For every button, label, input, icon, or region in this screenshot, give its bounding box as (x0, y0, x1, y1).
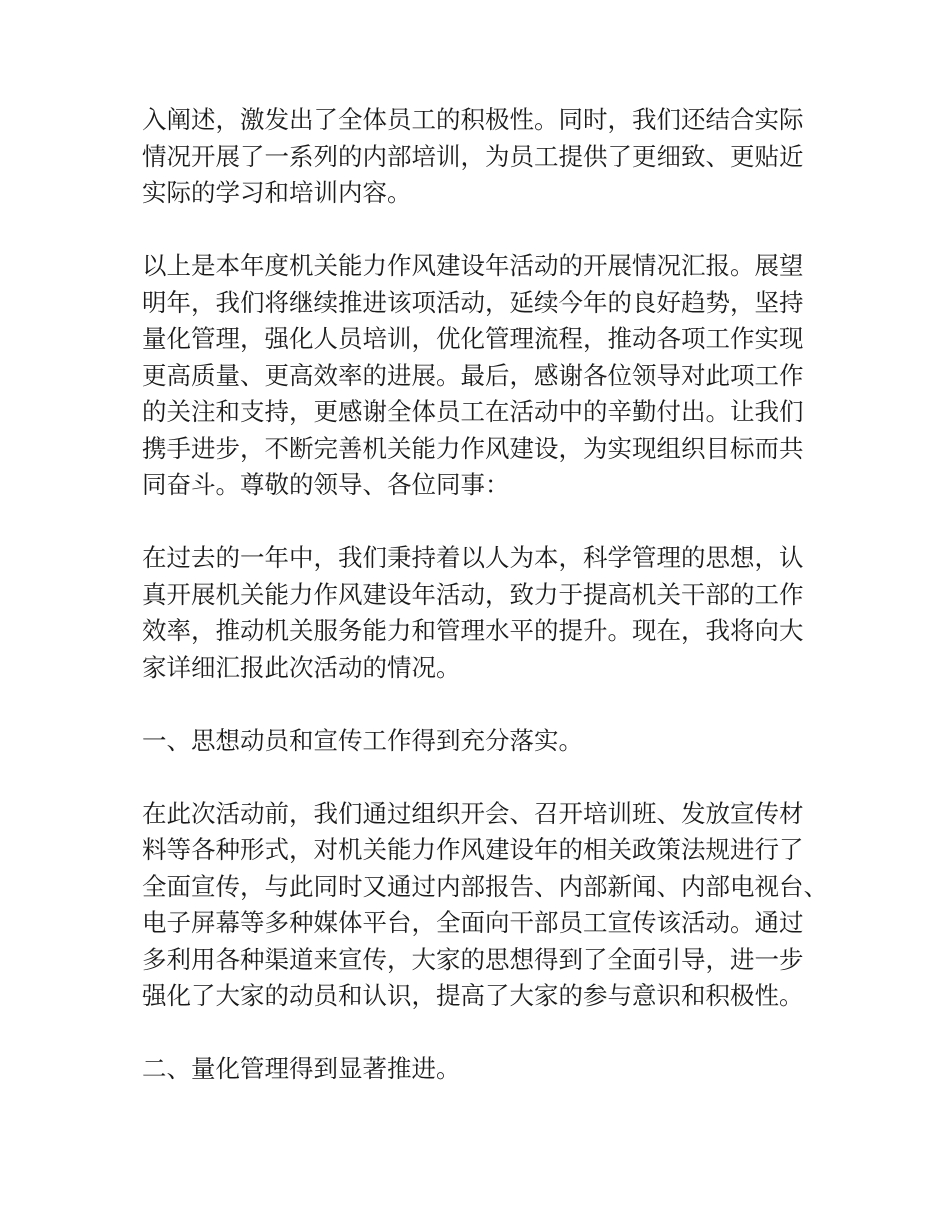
text-line: 在过去的一年中，我们秉持着以人为本，科学管理的思想，认 (142, 543, 804, 572)
paragraph-training-summary (142, 102, 822, 212)
text-line: 效率，推动机关服务能力和管理水平的提升。现在，我将向大 (142, 616, 804, 645)
text-line: 在此次活动前，我们通过组织开会、召开培训班、发放宣传材 (142, 798, 804, 828)
paragraph-mobilization (142, 796, 828, 1015)
text-line: 情况开展了一系列的内部培训，为员工提供了更细致、更贴近 (142, 141, 804, 171)
paragraph-outlook (142, 248, 822, 504)
text-line: 更高质量、更高效率的进展。最后，感谢各位领导对此项工作 (142, 360, 804, 390)
text-line: 入阐述，激发出了全体员工的积极性。同时，我们还结合实际 (142, 105, 804, 134)
text-line: 同奋斗。尊敬的领导、各位同事： (142, 470, 510, 499)
text-line: 真开展机关能力作风建设年活动，致力于提高机关干部的工作 (142, 579, 804, 609)
paragraph-introduction (142, 540, 822, 686)
text-line: 的关注和支持，更感谢全体员工在活动中的辛勤付出。让我们 (142, 397, 804, 426)
text-line: 量化管理，强化人员培训，优化管理流程，推动各项工作实现 (142, 324, 804, 353)
text-line: 全面宣传，与此同时又通过内部报告、内部新闻、内部电视台、 (142, 871, 828, 901)
text-line: 家详细汇报此次活动的情况。 (142, 652, 461, 682)
heading-text: 二、量化管理得到显著推进。 (142, 1054, 461, 1083)
text-line: 明年，我们将继续推进该项活动，延续今年的良好趋势，坚持 (142, 287, 804, 317)
text-line: 多利用各种渠道来宣传，大家的思想得到了全面引导，进一步 (142, 944, 804, 974)
heading-text: 一、思想动员和宣传工作得到充分落实。 (142, 725, 583, 755)
text-line: 以上是本年度机关能力作风建设年活动的开展情况汇报。展望 (142, 251, 804, 280)
text-line: 强化了大家的动员和认识，提高了大家的参与意识和积极性。 (142, 981, 804, 1010)
document-body (142, 102, 828, 1088)
text-line: 携手进步，不断完善机关能力作风建设，为实现组织目标而共 (142, 433, 804, 463)
text-line: 料等各种形式，对机关能力作风建设年的相关政策法规进行了 (142, 835, 804, 864)
text-line: 实际的学习和培训内容。 (142, 178, 412, 207)
section-heading-1 (142, 723, 822, 760)
section-heading-2 (142, 1051, 822, 1088)
text-line: 电子屏幕等多种媒体平台，全面向干部员工宣传该活动。通过 (142, 908, 804, 937)
